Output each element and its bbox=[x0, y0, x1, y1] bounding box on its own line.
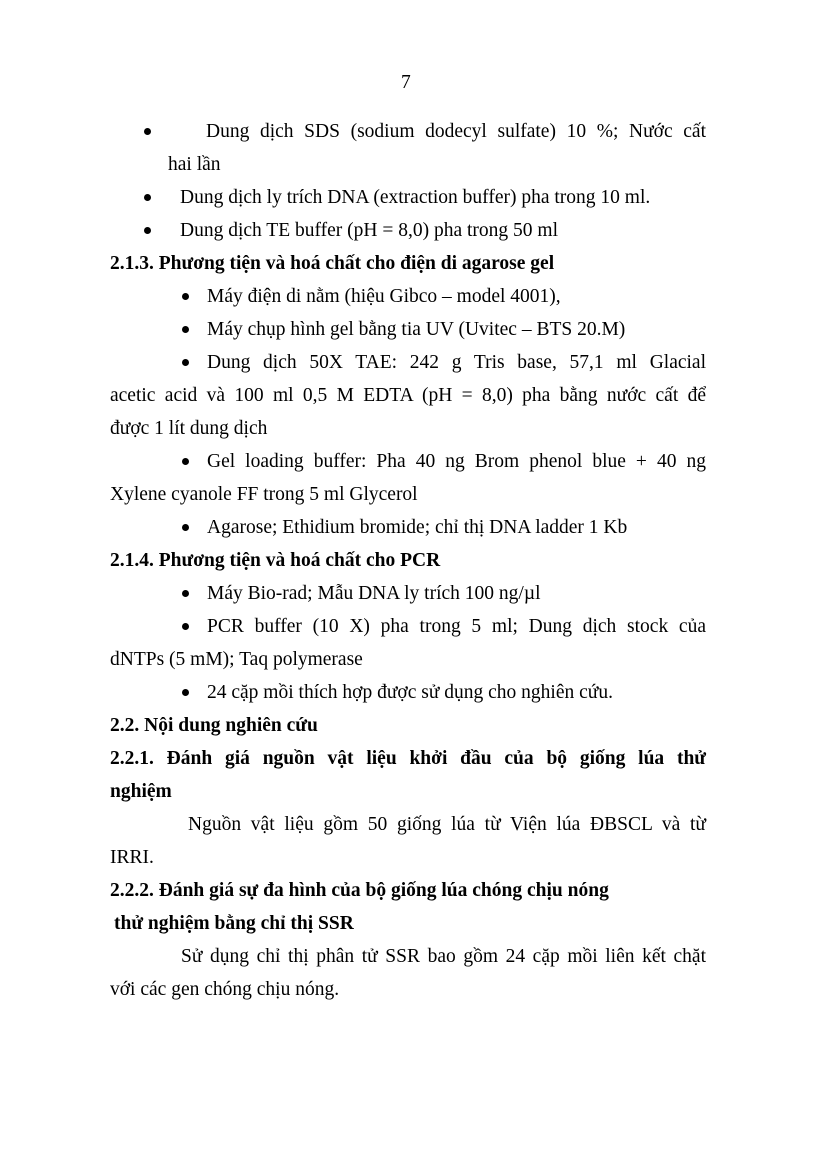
list-item: Dung dịch TE buffer (pH = 8,0) pha trong 50 ml bbox=[180, 220, 559, 241]
section-heading-2-2-2-continuation: thử nghiệm bằng chỉ thị SSR bbox=[114, 913, 354, 934]
list-item: Máy chụp hình gel bằng tia UV (Uvitec – BTS 20.M) bbox=[207, 319, 626, 340]
bullet-icon bbox=[182, 293, 189, 300]
bullet-icon bbox=[144, 227, 151, 234]
section-heading-2-2: 2.2. Nội dung nghiên cứu bbox=[110, 715, 318, 736]
page-number: 7 bbox=[401, 72, 411, 93]
list-item-continuation: được 1 lít dung dịch bbox=[110, 418, 268, 439]
bullet-icon bbox=[182, 359, 189, 366]
section-heading-2-2-2: 2.2.2. Đánh giá sự đa hình của bộ giống lúa chóng chịu nóng bbox=[110, 880, 609, 901]
list-item-continuation: acetic acid và 100 ml 0,5 M EDTA (pH = 8,0) pha bằng nước cất để bbox=[110, 385, 706, 406]
list-item: 24 cặp mồi thích hợp được sử dụng cho nghiên cứu. bbox=[207, 682, 613, 703]
section-heading-2-2-1-continuation: nghiệm bbox=[110, 781, 172, 802]
list-item: Máy điện di nằm (hiệu Gibco – model 4001), bbox=[207, 286, 561, 307]
list-item: Dung dịch 50X TAE: 242 g Tris base, 57,1 ml Glacial bbox=[207, 352, 706, 373]
list-item: Gel loading buffer: Pha 40 ng Brom phenol blue + 40 ng bbox=[207, 451, 706, 472]
list-item: Agarose; Ethidium bromide; chỉ thị DNA ladder 1 Kb bbox=[207, 517, 628, 538]
list-item-continuation: dNTPs (5 mM); Taq polymerase bbox=[110, 649, 363, 670]
list-item: Máy Bio-rad; Mẫu DNA ly trích 100 ng/µl bbox=[207, 583, 541, 604]
bullet-icon bbox=[182, 623, 189, 630]
bullet-icon bbox=[182, 689, 189, 696]
bullet-icon bbox=[144, 194, 151, 201]
bullet-icon bbox=[182, 458, 189, 465]
paragraph-continuation: với các gen chóng chịu nóng. bbox=[110, 979, 340, 1000]
list-item: Dung dịch ly trích DNA (extraction buffer) pha trong 10 ml. bbox=[180, 187, 651, 208]
bullet-icon bbox=[182, 524, 189, 531]
list-item: Dung dịch SDS (sodium dodecyl sulfate) 10 %; Nước cất bbox=[206, 121, 706, 142]
paragraph: Sử dụng chỉ thị phân tử SSR bao gồm 24 cặp mồi liên kết chặt bbox=[181, 946, 706, 967]
bullet-icon bbox=[182, 326, 189, 333]
bullet-icon bbox=[144, 128, 151, 135]
bullet-icon bbox=[182, 590, 189, 597]
list-item: PCR buffer (10 X) pha trong 5 ml; Dung dịch stock của bbox=[207, 616, 706, 637]
paragraph: Nguồn vật liệu gồm 50 giống lúa từ Viện lúa ĐBSCL và từ bbox=[188, 814, 706, 835]
section-heading-2-1-3: 2.1.3. Phương tiện và hoá chất cho điện di agarose gel bbox=[110, 253, 555, 274]
paragraph-continuation: IRRI. bbox=[110, 847, 154, 868]
section-heading-2-1-4: 2.1.4. Phương tiện và hoá chất cho PCR bbox=[110, 550, 441, 571]
list-item-continuation: hai lần bbox=[168, 154, 221, 175]
section-heading-2-2-1: 2.2.1. Đánh giá nguồn vật liệu khởi đầu của bộ giống lúa thử bbox=[110, 748, 706, 769]
list-item-continuation: Xylene cyanole FF trong 5 ml Glycerol bbox=[110, 484, 418, 505]
